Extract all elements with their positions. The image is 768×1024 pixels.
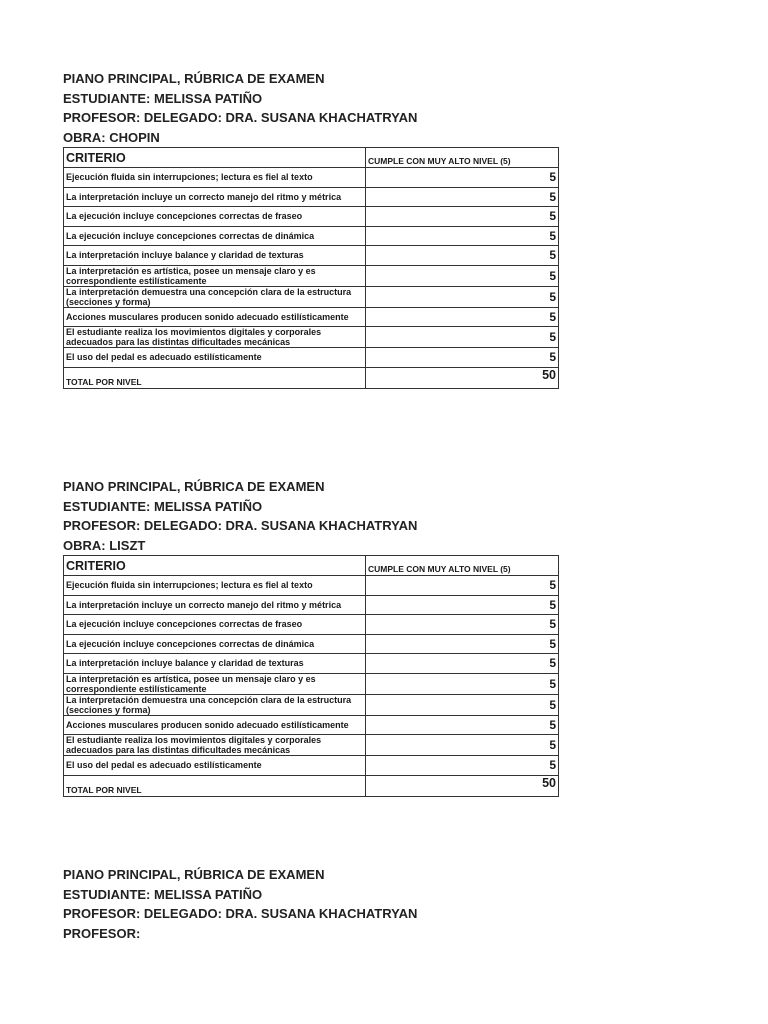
total-label: TOTAL POR NIVEL bbox=[64, 367, 366, 388]
score-cell: 5 bbox=[366, 207, 559, 227]
criterion-cell: El estudiante realiza los movimientos digitales y corporales adecuados para las distintas dificultades mecánicas bbox=[64, 735, 366, 756]
student-line: ESTUDIANTE: MELISSA PATIÑO bbox=[63, 886, 263, 902]
score-cell: 5 bbox=[366, 246, 559, 266]
table-row bbox=[64, 756, 559, 776]
table-row bbox=[64, 615, 559, 635]
score-cell: 5 bbox=[366, 187, 559, 207]
score-cell: 5 bbox=[366, 576, 559, 596]
criterion-cell: La interpretación incluye balance y claridad de texturas bbox=[64, 654, 366, 674]
criterion-column-header: CRITERIO bbox=[64, 556, 366, 576]
rubric-table bbox=[63, 555, 559, 797]
table-row bbox=[64, 654, 559, 674]
total-value: 50 bbox=[366, 367, 559, 388]
rubric-title: PIANO PRINCIPAL, RÚBRICA DE EXAMEN bbox=[63, 479, 325, 494]
total-label: TOTAL POR NIVEL bbox=[64, 775, 366, 796]
criterion-column-header: CRITERIO bbox=[64, 148, 366, 168]
table-row bbox=[64, 265, 559, 286]
table-header-row bbox=[64, 556, 559, 576]
score-cell: 5 bbox=[366, 307, 559, 327]
table-row bbox=[64, 187, 559, 207]
criterion-cell: La interpretación incluye un correcto manejo del ritmo y métrica bbox=[64, 595, 366, 615]
score-cell: 5 bbox=[366, 226, 559, 246]
score-cell: 5 bbox=[366, 735, 559, 756]
rubric-section-third bbox=[63, 865, 558, 943]
table-row bbox=[64, 735, 559, 756]
table-row bbox=[64, 673, 559, 694]
table-row bbox=[64, 168, 559, 188]
criterion-cell: La interpretación incluye balance y claridad de texturas bbox=[64, 246, 366, 266]
table-row bbox=[64, 595, 559, 615]
table-row bbox=[64, 634, 559, 654]
criterion-cell: La interpretación es artística, posee un mensaje claro y es correspondiente estilísticamente bbox=[64, 265, 366, 286]
table-row bbox=[64, 286, 559, 307]
criterion-cell: La ejecución incluye concepciones correctas de dinámica bbox=[64, 634, 366, 654]
score-cell: 5 bbox=[366, 756, 559, 776]
criterion-cell: Ejecución fluida sin interrupciones; lectura es fiel al texto bbox=[64, 576, 366, 596]
score-cell: 5 bbox=[366, 595, 559, 615]
table-header-row bbox=[64, 148, 559, 168]
rubric-title: PIANO PRINCIPAL, RÚBRICA DE EXAMEN bbox=[63, 867, 325, 882]
criterion-cell: Acciones musculares producen sonido adecuado estilísticamente bbox=[64, 307, 366, 327]
work-line: OBRA: CHOPIN bbox=[63, 129, 160, 145]
criterion-cell: El estudiante realiza los movimientos digitales y corporales adecuados para las distintas dificultades mecánicas bbox=[64, 327, 366, 348]
total-row bbox=[64, 367, 559, 388]
criterion-cell: La ejecución incluye concepciones correctas de dinámica bbox=[64, 226, 366, 246]
table-row bbox=[64, 246, 559, 266]
score-cell: 5 bbox=[366, 327, 559, 348]
score-cell: 5 bbox=[366, 348, 559, 368]
criterion-cell: La interpretación demuestra una concepción clara de la estructura (secciones y forma) bbox=[64, 694, 366, 715]
criterion-cell: La ejecución incluye concepciones correctas de fraseo bbox=[64, 207, 366, 227]
rubric-table bbox=[63, 147, 559, 389]
student-line: ESTUDIANTE: MELISSA PATIÑO bbox=[63, 498, 263, 514]
rubric-title: PIANO PRINCIPAL, RÚBRICA DE EXAMEN bbox=[63, 71, 325, 86]
criterion-cell: El uso del pedal es adecuado estilísticamente bbox=[64, 348, 366, 368]
professor-line: PROFESOR: DELEGADO: DRA. SUSANA KHACHATRYAN bbox=[63, 110, 418, 125]
level-column-header: CUMPLE CON MUY ALTO NIVEL (5) bbox=[366, 556, 559, 576]
table-row bbox=[64, 307, 559, 327]
criterion-cell: La ejecución incluye concepciones correctas de fraseo bbox=[64, 615, 366, 635]
criterion-cell: La interpretación demuestra una concepción clara de la estructura (secciones y forma) bbox=[64, 286, 366, 307]
table-row bbox=[64, 715, 559, 735]
table-row bbox=[64, 226, 559, 246]
score-cell: 5 bbox=[366, 673, 559, 694]
table-row bbox=[64, 327, 559, 348]
professor-line: PROFESOR: DELEGADO: DRA. SUSANA KHACHATRYAN bbox=[63, 518, 418, 533]
criterion-cell: Acciones musculares producen sonido adecuado estilísticamente bbox=[64, 715, 366, 735]
rubric-section-liszt bbox=[63, 477, 558, 797]
table-row bbox=[64, 576, 559, 596]
level-column-header: CUMPLE CON MUY ALTO NIVEL (5) bbox=[366, 148, 559, 168]
student-line: ESTUDIANTE: MELISSA PATIÑO bbox=[63, 90, 263, 106]
score-cell: 5 bbox=[366, 168, 559, 188]
total-value: 50 bbox=[366, 775, 559, 796]
score-cell: 5 bbox=[366, 615, 559, 635]
work-line: OBRA: LISZT bbox=[63, 537, 146, 553]
table-row bbox=[64, 694, 559, 715]
table-row bbox=[64, 348, 559, 368]
criterion-cell: La interpretación incluye un correcto manejo del ritmo y métrica bbox=[64, 187, 366, 207]
score-cell: 5 bbox=[366, 634, 559, 654]
professor-line: PROFESOR: DELEGADO: DRA. SUSANA KHACHATRYAN bbox=[63, 906, 418, 921]
total-row bbox=[64, 775, 559, 796]
table-row bbox=[64, 207, 559, 227]
score-cell: 5 bbox=[366, 286, 559, 307]
score-cell: 5 bbox=[366, 265, 559, 286]
score-cell: 5 bbox=[366, 694, 559, 715]
score-cell: 5 bbox=[366, 654, 559, 674]
criterion-cell: La interpretación es artística, posee un mensaje claro y es correspondiente estilísticamente bbox=[64, 673, 366, 694]
work-line: PROFESOR: bbox=[63, 925, 141, 941]
criterion-cell: El uso del pedal es adecuado estilísticamente bbox=[64, 756, 366, 776]
rubric-section-chopin bbox=[63, 69, 558, 389]
score-cell: 5 bbox=[366, 715, 559, 735]
criterion-cell: Ejecución fluida sin interrupciones; lectura es fiel al texto bbox=[64, 168, 366, 188]
